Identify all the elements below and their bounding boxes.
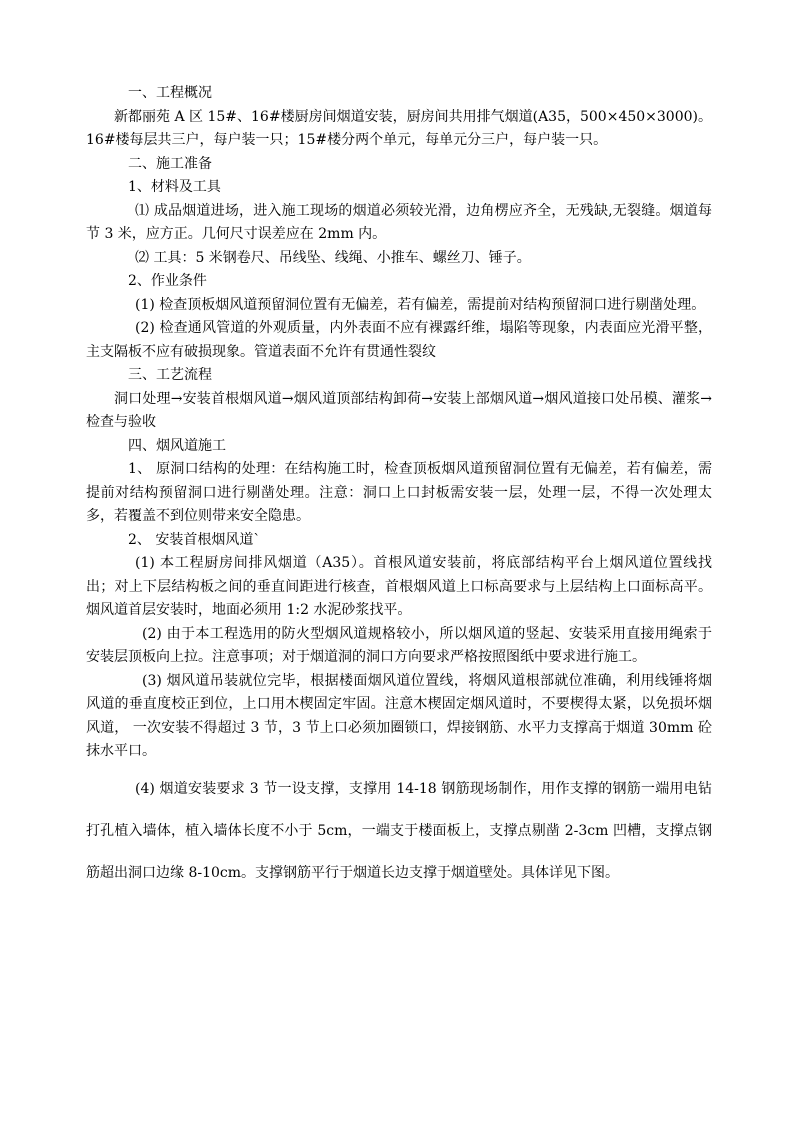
paragraph-step-1: (1) 本工程厨房间排风烟道（A35）。首根风道安装前，将底部结构平台上烟风道位置线找出；对上下层结构板之间的垂直间距进行核查，首根烟风道上口标高要求与上层结构上口面标高平。烟风道首层安装时，地面必须用 1:2 水泥砂浆找平。 — [86, 555, 712, 618]
paragraph-step-2: (2) 由于本工程选用的防火型烟风道规格较小，所以烟风道的竖起、安装采用直接用绳索于安装层顶板向上拉。注意事项；对于烟道洞的洞口方向要求严格按照图纸中要求进行施工。 — [86, 625, 712, 665]
paragraph-condition-2: (2) 检查通风管道的外观质量，内外表面不应有裸露纤维，塌陷等现象，内表面应光滑平整，主支隔板不应有破损现象。管道表面不允许有贯通性裂纹 — [86, 320, 712, 360]
heading-materials-and-tools: 1、材料及工具 — [128, 179, 221, 195]
document-body — [86, 82, 712, 894]
paragraph-tools: ⑵ 工具：5 米钢卷尺、吊线坠、线绳、小推车、螺丝刀、锤子。 — [135, 249, 531, 266]
heading-construction-preparation: 二、施工准备 — [128, 155, 212, 172]
paragraph-step-4: (4) 烟道安装要求 3 节一设支撑，支撑用 14-18 钢筋现场制作，用作支撑的钢筋一端用电钻打孔植入墙体，植入墙体长度不小于 5cm，一端支于楼面板上，支撑点剔凿 2-3cm 凹槽，支撑点钢筋超出洞口边缘 8-10cm。支撑钢筋平行于烟道长边支撑于烟道壁处。具体详见下图。 — [86, 780, 712, 881]
paragraph-opening-treatment: 1、 原洞口结构的处理：在结构施工时，检查顶板烟风道预留洞位置有无偏差，若有偏差，需提前对结构预留洞口进行剔凿处理。注意：洞口上口封板需安装一层，处理一层，不得一次处理太多，若覆盖不到位则带来安全隐患。 — [86, 461, 712, 524]
heading-work-conditions: 2、作业条件 — [128, 273, 207, 289]
paragraph-condition-1: (1) 检查顶板烟风道预留洞位置有无偏差，若有偏差，需提前对结构预留洞口进行剔凿处理。 — [135, 296, 706, 313]
heading-flue-construction: 四、烟风道施工 — [128, 437, 226, 454]
paragraph-project-overview: 新都丽苑 A 区 15#、16#楼厨房间烟道安装，厨房间共用排气烟道(A35，500×450×3000)。16#楼每层共三户，每户装一只；15#楼分两个单元，每单元分三户，每户装一只。 — [86, 108, 712, 148]
paragraph-step-3: (3) 烟风道吊装就位完毕，根据楼面烟风道位置线，将烟风道根部就位准确，利用线锤将烟风道的垂直度校正到位，上口用木楔固定牢固。注意木楔固定烟风道时，不要楔得太紧，以免损坏烟风道， 一次安装不得超过 3 节，3 节上口必须加圈锁口，焊接钢筋、水平力支撑高于烟道 30mm 砼抹水平口。 — [86, 672, 712, 759]
heading-process-flow: 三、工艺流程 — [128, 367, 212, 383]
heading-install-first-flue: 2、 安装首根烟风道` — [128, 531, 261, 548]
paragraph-materials: ⑴ 成品烟道进场，进入施工现场的烟道必须较光滑，边角楞应齐全，无残缺,无裂缝。烟道每节 3 米，应方正。几何尺寸误差应在 2mm 内。 — [86, 202, 712, 242]
paragraph-process-flow: 洞口处理→安装首根烟风道→烟风道顶部结构卸荷→安装上部烟风道→烟风道接口处吊模、灌浆→检查与验收 — [86, 390, 712, 430]
heading-project-overview: 一、工程概况 — [128, 85, 212, 101]
